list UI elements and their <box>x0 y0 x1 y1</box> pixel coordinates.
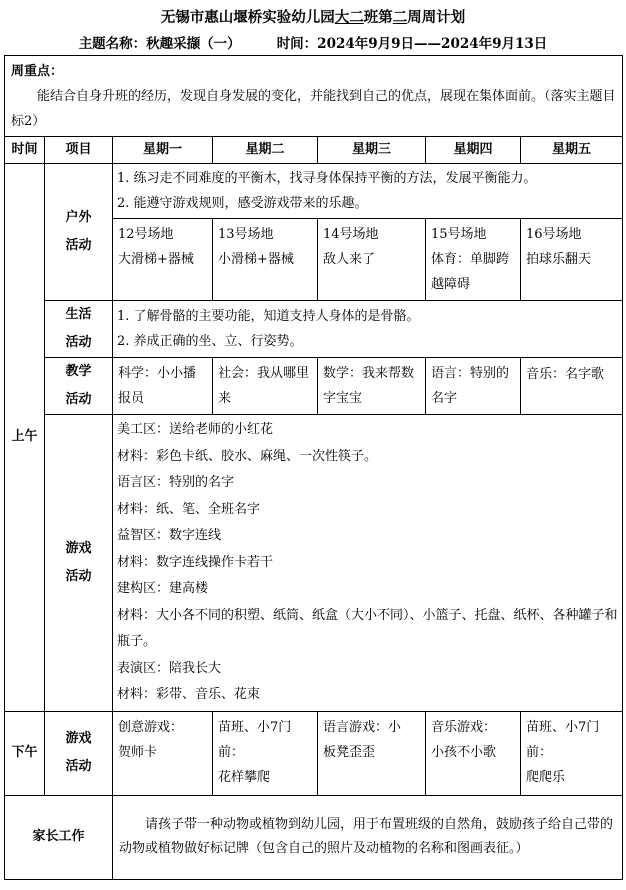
document-title: 无锡市惠山堰桥实验幼儿园大二班第二周周计划 <box>160 9 466 26</box>
outdoor-monday: 12号场地 大滑梯+器械 <box>113 219 213 301</box>
afternoon-friday: 苗班、小7门前： 爬爬乐 <box>521 711 623 795</box>
col-header-friday: 星期五 <box>521 137 623 164</box>
life-activities <box>113 301 623 358</box>
col-header-thursday: 星期四 <box>426 137 521 164</box>
week-underlined: 二 <box>392 9 408 26</box>
outdoor-friday: 16号场地 拍球乐翻天 <box>521 219 623 301</box>
date-range: 时间：2024年9月9日——2024年9月13日 <box>276 36 548 52</box>
area-games <box>113 415 623 712</box>
game-line-8: 材料：大小各不同的积塑、纸筒、纸盒（大小不同）、小篮子、托盘、纸杯、各种罐子和瓶子。 <box>117 607 618 649</box>
outdoor-goal-1: 1. 练习走不同难度的平衡木，找寻身体保持平衡的方法，发展平衡能力。 <box>117 171 537 186</box>
afternoon-wednesday: 语言游戏：小 板凳歪歪 <box>318 711 426 795</box>
morning-label: 上午 <box>5 164 45 712</box>
weekly-plan-table <box>4 55 623 880</box>
col-header-tuesday: 星期二 <box>213 137 318 164</box>
life-row <box>5 301 623 358</box>
theme-name: 主题名称：秋趣采撷（一） <box>78 36 241 52</box>
afternoon-tuesday: 苗班、小7门前： 花样攀爬 <box>213 711 318 795</box>
outdoor-thursday: 15号场地 体育：单脚跨越障碍 <box>426 219 521 301</box>
teaching-monday: 科学：小小播报员 <box>113 358 213 415</box>
outdoor-goal-2: 2. 能遵守游戏规则，感受游戏带来的乐趣。 <box>117 196 368 211</box>
afternoon-thursday: 音乐游戏： 小孩不小歌 <box>426 711 521 795</box>
outdoor-goals <box>113 164 623 219</box>
outdoor-tuesday: 13号场地 小滑梯+器械 <box>213 219 318 301</box>
teaching-thursday: 语言：特别的名字 <box>426 358 521 415</box>
afternoon-row <box>5 711 623 795</box>
game-line-1: 美工区：送给老师的小红花 <box>117 422 274 437</box>
life-line-2: 2. 养成正确的坐、立、行姿势。 <box>117 334 303 349</box>
focus-text: 能结合自身升班的经历，发现自身发展的变化，并能找到自己的优点，展现在集体面前。（落实主题目标2） <box>11 89 616 129</box>
game-line-2: 材料：彩色卡纸、胶水、麻绳、一次性筷子。 <box>117 448 378 464</box>
header-row <box>5 137 623 164</box>
col-header-time: 时间 <box>5 137 45 164</box>
teaching-wednesday: 数学：我来帮数字宝宝 <box>318 358 426 415</box>
life-label: 生活 活动 <box>45 301 113 358</box>
life-line-1: 1. 了解骨骼的主要功能，知道支持人身体的是骨骼。 <box>117 309 420 324</box>
games-row <box>5 415 623 712</box>
family-text: 请孩子带一种动物或植物到幼儿园，用于布置班级的自然角，鼓励孩子给自己带的动物或植物做好标记牌（包含自己的照片及动植物的名称和图画表征。） <box>119 817 614 856</box>
week-focus-cell <box>5 56 623 137</box>
game-line-10: 材料：彩带、音乐、花束 <box>117 687 261 702</box>
family-label: 家长工作 <box>5 795 113 879</box>
teaching-friday: 音乐：名字歌 <box>521 358 623 415</box>
focus-heading: 周重点： <box>11 64 64 79</box>
outdoor-wednesday: 14号场地 敌人来了 <box>318 219 426 301</box>
game-line-6: 材料：数字连线操作卡若干 <box>117 554 274 570</box>
game-line-4: 材料：纸、笔、全班名字 <box>117 501 261 517</box>
game-line-7: 建构区：建高楼 <box>117 581 209 596</box>
outdoor-goals-row <box>5 164 623 219</box>
game-line-9: 表演区：陪我长大 <box>117 660 222 676</box>
family-work <box>113 795 623 879</box>
document-subtitle <box>0 32 626 52</box>
col-header-item: 项目 <box>45 137 113 164</box>
outdoor-label: 户外 活动 <box>45 164 113 301</box>
game-line-3: 语言区：特别的名字 <box>117 475 235 490</box>
focus-row <box>5 56 623 137</box>
games-label: 游戏 活动 <box>45 415 113 712</box>
col-header-monday: 星期一 <box>113 137 213 164</box>
col-header-wednesday: 星期三 <box>318 137 426 164</box>
teaching-row <box>5 358 623 415</box>
teaching-label: 教学 活动 <box>45 358 113 415</box>
teaching-tuesday: 社会：我从哪里来 <box>213 358 318 415</box>
grade-underlined: 大二 <box>334 9 364 26</box>
afternoon-monday: 创意游戏： 贺师卡 <box>113 711 213 795</box>
afternoon-label: 下午 <box>5 711 45 795</box>
game-line-5: 益智区：数字连线 <box>117 528 222 543</box>
family-row <box>5 795 623 879</box>
afternoon-games-label: 游戏 活动 <box>45 711 113 795</box>
